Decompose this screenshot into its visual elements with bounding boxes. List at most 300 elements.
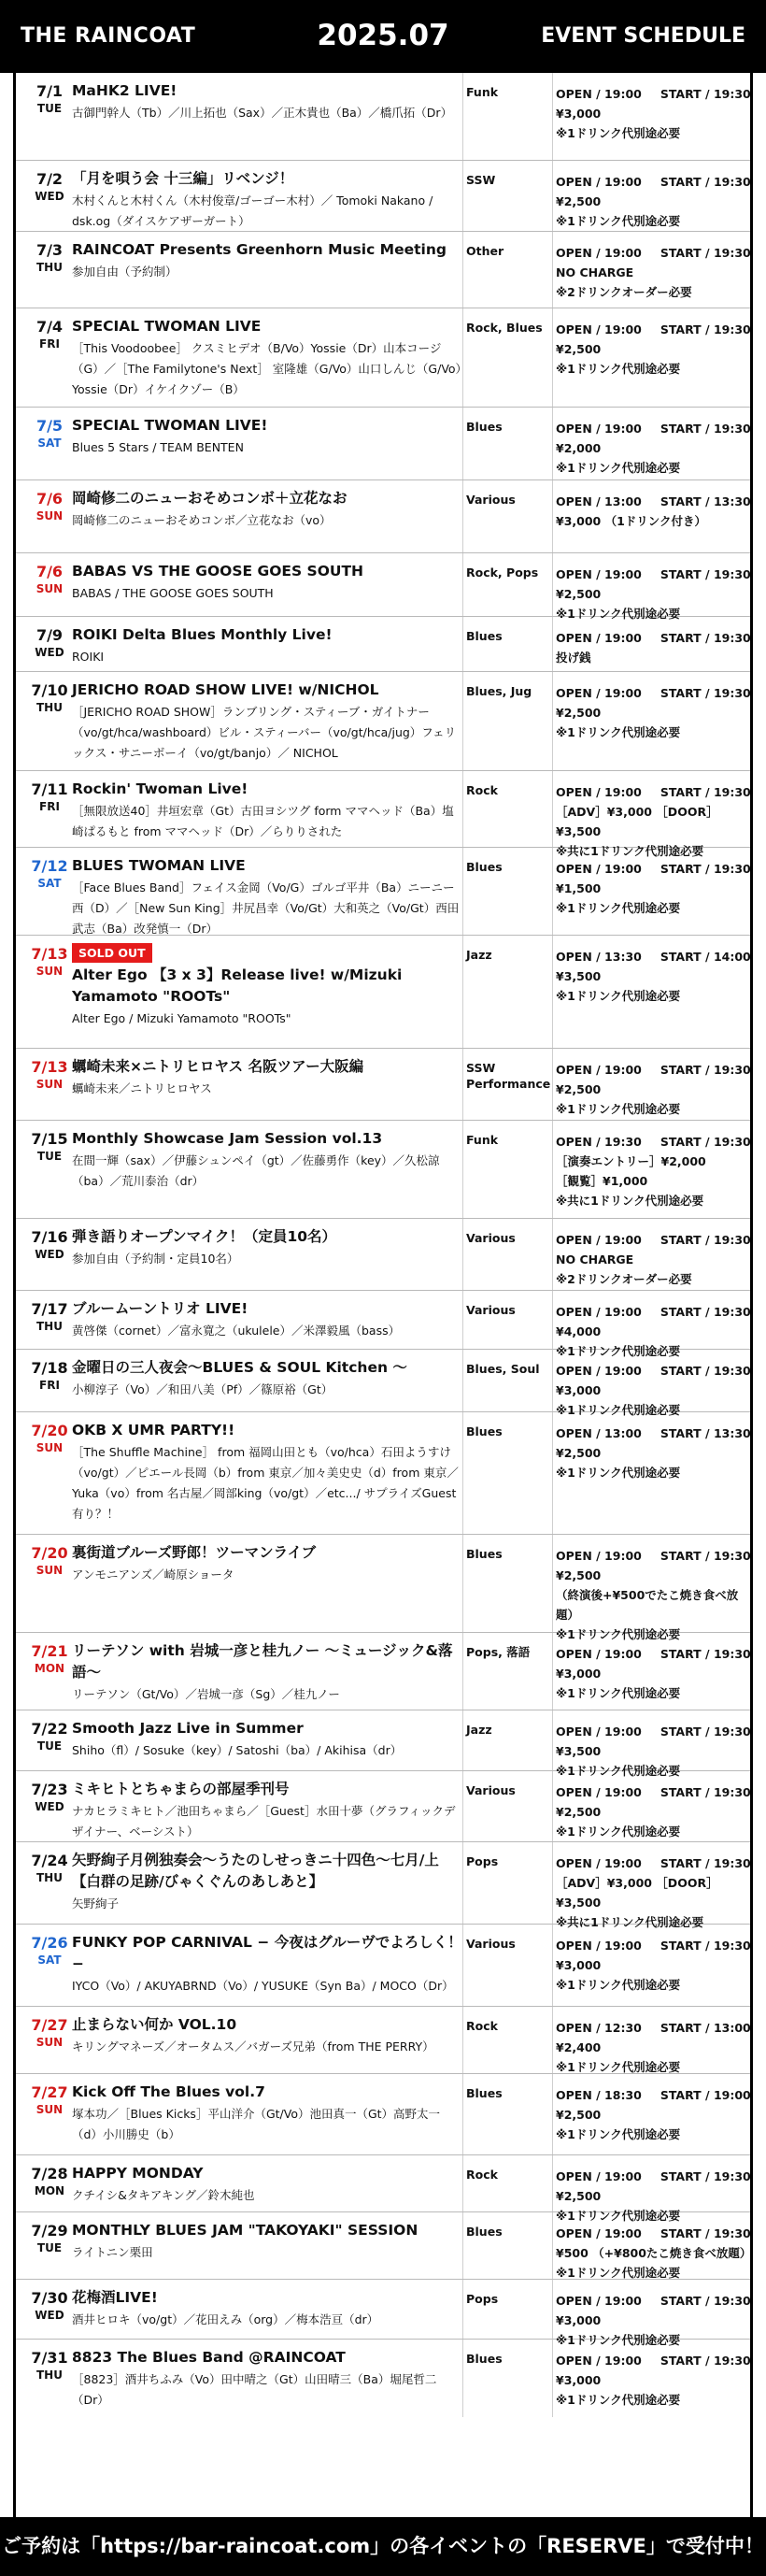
event-title: 矢野絢子月例独奏会〜うたのしせっきニ十四色〜七月/上【白群の足跡/びゃくぐんのあしあと】 bbox=[72, 1852, 439, 1890]
event-details bbox=[72, 1298, 462, 1341]
event-title: OKB X UMR PARTY!! bbox=[72, 1422, 235, 1438]
start-time: START / 13:30 bbox=[660, 1426, 751, 1440]
event-row bbox=[16, 73, 750, 161]
event-price: 投げ銭 bbox=[556, 651, 591, 665]
event-date bbox=[20, 857, 79, 891]
event-info bbox=[556, 2224, 752, 2283]
column-divider bbox=[552, 1710, 553, 1770]
event-title: SPECIAL TWOMAN LIVE! bbox=[72, 417, 268, 434]
event-details bbox=[72, 1226, 462, 1269]
event-day: 7/22 bbox=[31, 1720, 68, 1738]
event-weekday: SUN bbox=[35, 2103, 64, 2116]
event-day: 7/16 bbox=[31, 1228, 68, 1246]
open-time: OPEN / 19:00 bbox=[556, 2294, 642, 2308]
event-note: ※1ドリンク代別途必要 bbox=[556, 2060, 681, 2074]
column-divider bbox=[462, 2007, 463, 2073]
event-info bbox=[556, 1644, 751, 1703]
start-time: START / 19:30 bbox=[660, 175, 751, 189]
event-row bbox=[16, 308, 750, 408]
event-details bbox=[72, 80, 462, 123]
event-date bbox=[20, 1720, 79, 1753]
event-date bbox=[20, 1422, 79, 1455]
event-row bbox=[16, 2212, 750, 2280]
event-genre: Blues bbox=[466, 2352, 503, 2366]
event-genre: Blues, Jug bbox=[466, 684, 532, 698]
event-info bbox=[556, 1361, 751, 1420]
event-genre: Rock, Blues bbox=[466, 321, 543, 335]
open-time: OPEN / 19:00 bbox=[556, 1647, 642, 1661]
event-performers: クチイシ&タキアキング／鈴木純也 bbox=[72, 2188, 255, 2202]
event-weekday: THU bbox=[36, 2368, 63, 2382]
open-time: OPEN / 19:00 bbox=[556, 1785, 642, 1799]
event-date bbox=[20, 417, 79, 451]
column-divider bbox=[462, 1121, 463, 1218]
event-row bbox=[16, 1350, 751, 1417]
event-price: ¥3,000 bbox=[556, 1667, 602, 1681]
start-time: START / 19:00 bbox=[660, 2088, 751, 2102]
reservation-banner: ご予約は「https://bar-raincoat.com」の各イベントの「RESERVE」で受付中！ bbox=[0, 2517, 766, 2576]
column-divider bbox=[462, 1291, 463, 1349]
event-day: 7/2 bbox=[35, 170, 64, 188]
column-divider bbox=[462, 1049, 463, 1120]
open-time: OPEN / 19:30 bbox=[556, 1135, 642, 1149]
event-day: 7/4 bbox=[35, 318, 64, 336]
event-genre: Blues bbox=[466, 629, 503, 643]
event-day: 7/28 bbox=[31, 2165, 68, 2182]
event-weekday: FRI bbox=[39, 800, 60, 813]
event-details bbox=[72, 488, 462, 531]
column-divider bbox=[462, 617, 463, 671]
event-day: 7/29 bbox=[31, 2222, 68, 2240]
event-day: 7/5 bbox=[35, 417, 64, 435]
event-price: ［ADV］¥3,000 ［DOOR］¥3,500 bbox=[556, 805, 718, 838]
event-performers: ［無限放送40］井垣宏章（Gt）古田ヨシツグ form ママヘッド（Ba）塩崎ぱるもと from ママヘッド（Dr）／らりりされた bbox=[72, 804, 454, 838]
start-time: START / 19:30 bbox=[660, 1939, 751, 1953]
event-day: 7/27 bbox=[31, 2016, 68, 2034]
column-divider bbox=[552, 1121, 553, 1218]
event-date bbox=[20, 2165, 79, 2198]
event-title: 「月を唄う会 十三編」リベンジ！ bbox=[72, 170, 294, 187]
event-note: ※1ドリンク代別途必要 bbox=[556, 1764, 681, 1778]
event-details bbox=[72, 1542, 462, 1585]
event-weekday: SUN bbox=[35, 1564, 64, 1577]
event-date bbox=[20, 1130, 79, 1164]
event-performers: 岡崎修二のニューおそめコンボ／立花なお（vo） bbox=[72, 513, 332, 527]
event-info bbox=[556, 683, 751, 742]
start-time: START / 19:30 bbox=[660, 2294, 751, 2308]
event-date bbox=[20, 1359, 79, 1393]
column-divider bbox=[462, 161, 463, 231]
event-weekday: WED bbox=[35, 2309, 64, 2322]
event-info bbox=[556, 243, 751, 302]
event-row bbox=[16, 1633, 750, 1710]
event-genre: Various bbox=[466, 1231, 516, 1245]
event-genre: Blues bbox=[466, 2086, 503, 2100]
event-row bbox=[16, 408, 750, 480]
event-weekday: THU bbox=[36, 1871, 63, 1884]
event-title: Smooth Jazz Live in Summer bbox=[72, 1720, 304, 1737]
event-details bbox=[72, 1779, 462, 1842]
event-price: ¥3,000 （1ドリンク付き） bbox=[556, 514, 707, 528]
event-day: 7/27 bbox=[31, 2083, 68, 2101]
event-title: 弾き語りオープンマイク！（定員10名） bbox=[72, 1228, 337, 1245]
column-divider bbox=[462, 2340, 463, 2417]
open-time: OPEN / 19:00 bbox=[556, 1856, 642, 1870]
start-time: START / 19:30 bbox=[660, 1549, 751, 1563]
event-performers: 黄啓傑（cornet）／富永寛之（ukulele）／米澤毅風（bass） bbox=[72, 1324, 401, 1338]
column-divider bbox=[462, 553, 463, 616]
event-note: ※1ドリンク代別途必要 bbox=[556, 1466, 681, 1480]
event-weekday: SUN bbox=[35, 1078, 64, 1091]
open-time: OPEN / 19:00 bbox=[556, 246, 642, 260]
open-time: OPEN / 19:00 bbox=[556, 1305, 642, 1319]
event-title: 裏街道ブルーズ野郎！ツーマンライブ bbox=[72, 1544, 317, 1561]
event-note: ※1ドリンク代別途必要 bbox=[556, 1102, 681, 1116]
event-performers: ライトニン栗田 bbox=[72, 2245, 153, 2259]
event-day: 7/26 bbox=[31, 1934, 68, 1952]
event-weekday: TUE bbox=[36, 1150, 63, 1163]
event-price: ¥3,000 bbox=[556, 2313, 602, 2327]
event-price: ［ADV］¥3,000 ［DOOR］¥3,500 bbox=[556, 1876, 718, 1910]
event-details bbox=[72, 1640, 462, 1705]
event-day: 7/13 bbox=[31, 945, 68, 963]
event-weekday: SUN bbox=[35, 965, 64, 978]
open-time: OPEN / 19:00 bbox=[556, 175, 642, 189]
start-time: START / 19:30 bbox=[660, 422, 751, 436]
event-title: Kick Off The Blues vol.7 bbox=[72, 2083, 265, 2100]
column-divider bbox=[552, 2007, 553, 2073]
column-divider bbox=[462, 73, 463, 160]
start-time: START / 19:30 bbox=[660, 1305, 751, 1319]
column-divider bbox=[552, 2340, 553, 2417]
event-title: ブルームーントリオ LIVE! bbox=[72, 1300, 248, 1317]
event-row bbox=[16, 771, 751, 858]
event-title: Rockin' Twoman Live! bbox=[72, 780, 248, 797]
event-info bbox=[556, 1060, 751, 1119]
event-performers: Shiho（fl）/ Sosuke（key）/ Satoshi（ba）/ Akihisa（dr） bbox=[72, 1743, 403, 1757]
event-price: ¥500 （+¥800たこ焼き食べ放題） bbox=[556, 2246, 752, 2260]
event-row bbox=[16, 1291, 751, 1358]
event-info bbox=[556, 320, 751, 379]
column-divider bbox=[462, 1350, 463, 1411]
start-time: START / 13:30 bbox=[660, 494, 751, 508]
start-time: START / 19:30 bbox=[660, 1135, 751, 1149]
event-details bbox=[72, 855, 462, 939]
event-genre: SSW bbox=[466, 173, 496, 187]
event-info bbox=[556, 2018, 751, 2077]
event-date bbox=[20, 2083, 79, 2117]
event-performers: ［The Shuffle Machine］ from 福岡山田とも（vo/hca）石田ようすけ（vo/gt）／ピエール長岡（b）from 東京／加々美史史（d）from 東京／Yuka（vo）from 名古屋／岡部king（vo/gt）／etc.../ サプライズGuest有り？！ bbox=[72, 1445, 459, 1521]
open-time: OPEN / 19:00 bbox=[556, 862, 642, 876]
open-time: OPEN / 19:00 bbox=[556, 785, 642, 799]
event-info bbox=[556, 947, 751, 1006]
start-time: START / 19:30 bbox=[660, 631, 751, 645]
event-title: HAPPY MONDAY bbox=[72, 2165, 204, 2182]
event-weekday: WED bbox=[35, 190, 64, 203]
event-genre: Rock bbox=[466, 2168, 498, 2182]
open-time: OPEN / 19:00 bbox=[556, 322, 642, 336]
event-title: 止まらない何か VOL.10 bbox=[72, 2016, 237, 2033]
event-row bbox=[16, 1412, 750, 1535]
event-title: ROIKI Delta Blues Monthly Live! bbox=[72, 626, 333, 643]
event-info bbox=[556, 1132, 751, 1210]
event-weekday: THU bbox=[36, 261, 63, 274]
column-divider bbox=[552, 617, 553, 671]
event-price: ［演奏エントリー］¥2,000 bbox=[556, 1154, 706, 1168]
column-divider bbox=[552, 2155, 553, 2211]
event-weekday: SAT bbox=[37, 436, 62, 450]
event-price: ¥2,500 bbox=[556, 2108, 602, 2122]
event-price: ¥2,400 bbox=[556, 2040, 602, 2054]
sold-out-badge: SOLD OUT bbox=[72, 943, 152, 963]
column-divider bbox=[552, 936, 553, 1048]
event-info bbox=[556, 172, 751, 231]
event-title: FUNKY POP CARNIVAL − 今夜はグルーヴでよろしく！ − bbox=[72, 1934, 462, 1972]
event-row bbox=[16, 2007, 750, 2074]
event-note: ※2ドリンクオーダー必要 bbox=[556, 285, 692, 299]
event-genre: Rock, Pops bbox=[466, 565, 539, 580]
event-row bbox=[16, 1842, 751, 1929]
event-row bbox=[16, 1121, 750, 1219]
column-divider bbox=[462, 308, 463, 407]
event-genre: Various bbox=[466, 1303, 516, 1317]
event-genre: Funk bbox=[466, 85, 499, 99]
event-info bbox=[556, 1424, 751, 1482]
event-genre: Blues bbox=[466, 420, 503, 434]
event-note: ※1ドリンク代別途必要 bbox=[556, 989, 681, 1003]
column-divider bbox=[462, 1710, 463, 1770]
event-price: ¥2,500 bbox=[556, 706, 602, 720]
event-note: ※1ドリンク代別途必要 bbox=[556, 1686, 681, 1700]
event-weekday: WED bbox=[35, 646, 64, 659]
column-divider bbox=[552, 232, 553, 308]
start-time: START / 19:30 bbox=[660, 1785, 751, 1799]
event-title: 花梅酒LIVE! bbox=[72, 2289, 158, 2306]
event-title: MONTHLY BLUES JAM "TAKOYAKI" SESSION bbox=[72, 2222, 418, 2239]
event-note: ※1ドリンク代別途必要 bbox=[556, 2266, 681, 2280]
open-time: OPEN / 19:00 bbox=[556, 87, 642, 101]
event-info bbox=[556, 419, 751, 478]
event-date bbox=[20, 2016, 79, 2050]
schedule-title: EVENT SCHEDULE bbox=[541, 24, 745, 48]
event-genre: Blues bbox=[466, 2225, 503, 2239]
event-note: ※1ドリンク代別途必要 bbox=[556, 1403, 681, 1417]
start-time: START / 19:30 bbox=[660, 785, 751, 799]
open-time: OPEN / 13:00 bbox=[556, 494, 642, 508]
event-details bbox=[72, 2287, 462, 2330]
open-time: OPEN / 19:00 bbox=[556, 1233, 642, 1247]
event-title: SPECIAL TWOMAN LIVE bbox=[72, 318, 262, 335]
event-performers: Blues 5 Stars / TEAM BENTEN bbox=[72, 440, 244, 454]
event-row bbox=[16, 848, 750, 936]
event-date bbox=[20, 2349, 79, 2383]
event-row bbox=[16, 232, 750, 308]
header-bar bbox=[0, 0, 766, 73]
event-date bbox=[20, 780, 79, 814]
event-note: ※1ドリンク代別途必要 bbox=[556, 2333, 681, 2347]
event-performers: 蠣崎未来／ニトリヒロヤス bbox=[72, 1081, 212, 1095]
event-info bbox=[556, 1782, 751, 1841]
open-time: OPEN / 19:00 bbox=[556, 686, 642, 700]
schedule-month: 2025.07 bbox=[317, 19, 449, 52]
event-performers: 塚本功／［Blues Kicks］平山洋介（Gt/Vo）池田真一（Gt）高野太一（d）小川勝史（b） bbox=[72, 2107, 441, 2141]
column-divider bbox=[552, 2212, 553, 2279]
event-title: BABAS VS THE GOOSE GOES SOUTH bbox=[72, 563, 364, 580]
event-note: ※共に1ドリンク代別途必要 bbox=[556, 844, 704, 858]
open-time: OPEN / 19:00 bbox=[556, 1939, 642, 1953]
event-details bbox=[72, 168, 462, 232]
column-divider bbox=[552, 1219, 553, 1290]
event-note-2: ※共に1ドリンク代別途必要 bbox=[556, 1194, 704, 1208]
event-title: JERICHO ROAD SHOW LIVE! w/NICHOL bbox=[72, 681, 379, 698]
event-date bbox=[20, 1228, 79, 1262]
event-details bbox=[72, 2014, 462, 2057]
event-info bbox=[556, 84, 751, 143]
column-divider bbox=[552, 1412, 553, 1534]
column-divider bbox=[462, 232, 463, 308]
open-time: OPEN / 19:00 bbox=[556, 1364, 642, 1378]
event-info bbox=[556, 859, 751, 918]
start-time: START / 19:30 bbox=[660, 686, 751, 700]
event-date bbox=[20, 1058, 79, 1092]
event-weekday: THU bbox=[36, 1320, 63, 1333]
column-divider bbox=[552, 1535, 553, 1632]
event-price: ¥2,500 bbox=[556, 1446, 602, 1460]
event-date bbox=[20, 1300, 79, 1334]
event-price: NO CHARGE bbox=[556, 265, 634, 279]
event-row bbox=[16, 2074, 750, 2155]
event-date bbox=[20, 318, 79, 351]
event-row bbox=[16, 2155, 751, 2223]
event-details bbox=[72, 2082, 462, 2145]
event-performers: 矢野絢子 bbox=[72, 1896, 120, 1911]
event-price: ¥3,000 bbox=[556, 1958, 602, 1972]
column-divider bbox=[462, 2074, 463, 2154]
event-title: ミキヒトとちゃまらの部屋季刊号 bbox=[72, 1781, 290, 1797]
event-price: ¥3,000 bbox=[556, 1383, 602, 1397]
event-details bbox=[72, 316, 462, 400]
event-weekday: WED bbox=[35, 1800, 64, 1813]
open-time: OPEN / 19:00 bbox=[556, 1063, 642, 1077]
open-time: OPEN / 19:00 bbox=[556, 1549, 642, 1563]
event-title: MaHK2 LIVE! bbox=[72, 82, 177, 99]
event-genre: Blues bbox=[466, 860, 503, 874]
event-info bbox=[556, 1936, 751, 1995]
event-price: ¥2,000 bbox=[556, 441, 602, 455]
event-day: 7/15 bbox=[31, 1130, 68, 1148]
column-divider bbox=[552, 771, 553, 847]
event-details bbox=[72, 1420, 462, 1524]
open-time: OPEN / 19:00 bbox=[556, 2354, 642, 2368]
start-time: START / 14:00 bbox=[660, 950, 751, 964]
event-weekday: SUN bbox=[35, 582, 64, 595]
event-performers: 古御門幹人（Tb）／川上拓也（Sax）／正木貴也（Ba）／橋爪拓（Dr） bbox=[72, 106, 453, 120]
event-day: 7/18 bbox=[31, 1359, 68, 1377]
event-details bbox=[72, 2220, 462, 2263]
event-performers: 参加自由（予約制） bbox=[72, 265, 177, 279]
column-divider bbox=[462, 1842, 463, 1924]
open-time: OPEN / 18:30 bbox=[556, 2088, 642, 2102]
event-note: ※共に1ドリンク代別途必要 bbox=[556, 1915, 704, 1929]
event-note: ※1ドリンク代別途必要 bbox=[556, 126, 681, 140]
event-date bbox=[20, 2289, 79, 2323]
column-divider bbox=[552, 73, 553, 160]
event-performers: 在間一輝（sax）／伊藤シュンペイ（gt）／佐藤勇作（key）／久松諒（ba）／荒川泰治（dr） bbox=[72, 1153, 440, 1188]
event-performers: ［8823］酒井ちふみ（Vo）田中晴之（Gt）山田晴三（Ba）堀尾哲二（Dr） bbox=[72, 2372, 437, 2407]
event-weekday: SUN bbox=[35, 2036, 64, 2049]
start-time: START / 19:30 bbox=[660, 2226, 751, 2240]
start-time: START / 19:30 bbox=[660, 322, 751, 336]
event-performers: リーテソン（Gt/Vo）／岩城一彦（Sg）／桂九ノー bbox=[72, 1687, 340, 1701]
event-date bbox=[20, 1544, 79, 1578]
event-day: 7/3 bbox=[35, 241, 64, 259]
event-performers: IYCO（Vo）/ AKUYABRND（Vo）/ YUSUKE（Syn Ba）/ MOCO（Dr） bbox=[72, 1979, 454, 1993]
event-price: ¥2,500 bbox=[556, 342, 602, 356]
event-note: （終演後+¥500でたこ焼き食べ放題） bbox=[556, 1588, 739, 1622]
event-note: ※2ドリンクオーダー必要 bbox=[556, 1272, 692, 1286]
event-row bbox=[16, 1771, 750, 1842]
event-row bbox=[16, 1049, 750, 1121]
event-day: 7/20 bbox=[31, 1422, 68, 1439]
event-details bbox=[72, 2163, 462, 2206]
event-weekday: FRI bbox=[39, 1379, 60, 1392]
column-divider bbox=[552, 161, 553, 231]
event-date bbox=[20, 626, 79, 660]
event-day: 7/30 bbox=[31, 2289, 68, 2307]
event-price: ¥2,500 bbox=[556, 194, 602, 208]
event-note: ※1ドリンク代別途必要 bbox=[556, 1978, 681, 1992]
event-performers: ROIKI bbox=[72, 650, 105, 664]
event-details bbox=[72, 680, 462, 764]
event-date bbox=[20, 170, 79, 204]
event-performers: アンモニアンズ／崎原ショータ bbox=[72, 1567, 234, 1581]
event-date bbox=[20, 82, 79, 116]
event-details bbox=[72, 239, 462, 282]
event-weekday: SUN bbox=[35, 1441, 64, 1454]
event-date bbox=[20, 1934, 79, 1968]
column-divider bbox=[552, 2280, 553, 2339]
column-divider bbox=[462, 771, 463, 847]
event-details bbox=[72, 1932, 462, 1996]
event-genre: Pops bbox=[466, 1854, 499, 1868]
column-divider bbox=[462, 408, 463, 479]
column-divider bbox=[462, 1535, 463, 1632]
event-note: ※1ドリンク代別途必要 bbox=[556, 461, 681, 475]
event-genre: Jazz bbox=[466, 1723, 492, 1737]
column-divider bbox=[552, 408, 553, 479]
column-divider bbox=[462, 672, 463, 770]
event-info bbox=[556, 628, 751, 667]
event-note: ※1ドリンク代別途必要 bbox=[556, 214, 681, 228]
event-details bbox=[72, 1056, 462, 1099]
column-divider bbox=[552, 480, 553, 552]
event-weekday: TUE bbox=[36, 2241, 63, 2254]
event-day: 7/1 bbox=[35, 82, 64, 100]
start-time: START / 19:30 bbox=[660, 1364, 751, 1378]
column-divider bbox=[462, 1925, 463, 2006]
column-divider bbox=[462, 1771, 463, 1841]
open-time: OPEN / 19:00 bbox=[556, 422, 642, 436]
event-weekday: SAT bbox=[37, 1953, 62, 1967]
event-table bbox=[13, 73, 753, 2517]
start-time: START / 19:30 bbox=[660, 1233, 751, 1247]
column-divider bbox=[462, 2212, 463, 2279]
event-performers: ［This Voodoobee］ クスミヒデオ（B/Vo）Yossie（Dr）山本コージ（G）／［The Familytone's Next］ 室隆雄（G/Vo）山口しんじ（G/Vo）Yossie（Dr）イケイクゾー（B） bbox=[72, 341, 461, 396]
event-details bbox=[72, 1718, 462, 1761]
column-divider bbox=[462, 2155, 463, 2211]
event-performers: BABAS / THE GOOSE GOES SOUTH bbox=[72, 586, 274, 600]
event-row bbox=[16, 480, 750, 553]
